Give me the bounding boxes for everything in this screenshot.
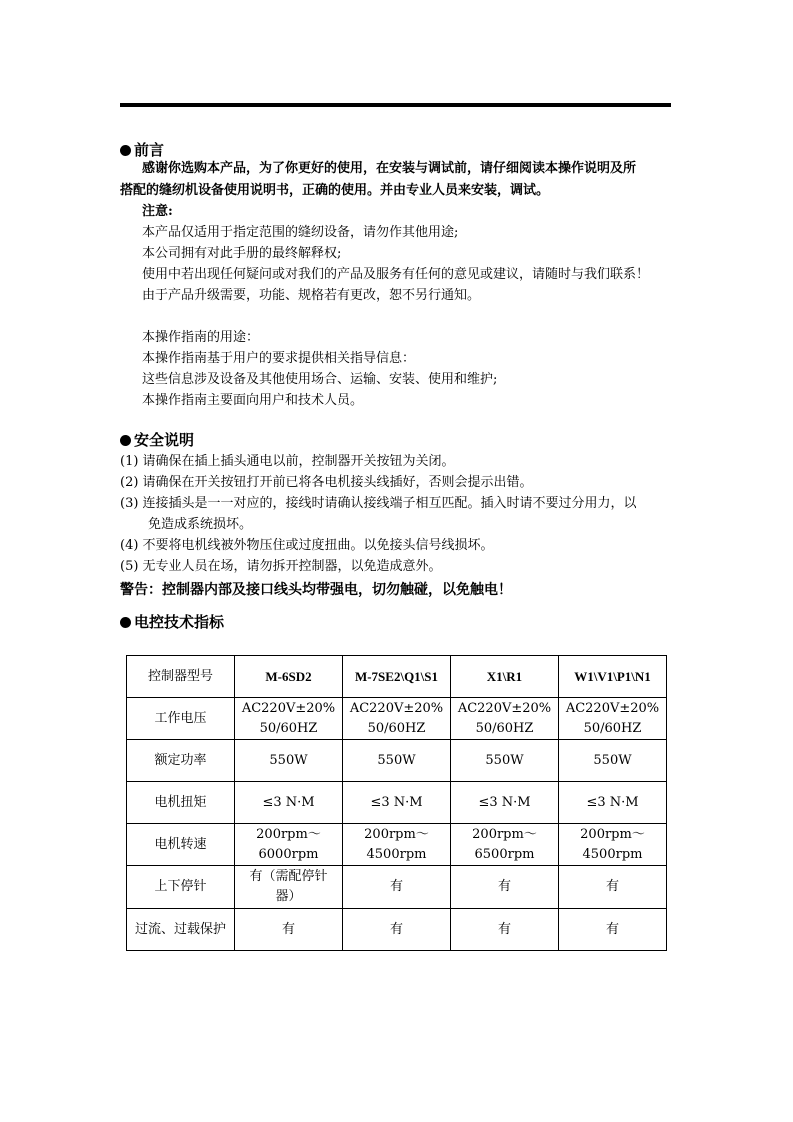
spec-cell	[235, 909, 343, 951]
spec-cell-line: 有	[497, 879, 511, 894]
spec-cell-line: 200rpm～	[472, 826, 537, 842]
note-2: 本公司拥有对此手册的最终解释权;	[142, 246, 342, 261]
spec-row	[127, 909, 667, 951]
spec-cell	[343, 782, 451, 824]
spec-table	[126, 655, 667, 951]
preface-intro-line2: 搭配的缝纫机设备使用说明书，正确的使用。并由专业人员来安装，调试。	[120, 183, 550, 198]
spec-cell	[559, 698, 667, 740]
spec-cell-line: 550W	[485, 752, 524, 768]
spec-cell-line: 200rpm～	[256, 826, 321, 842]
safety-item-3: (3) 连接插头是一一对应的，接线时请确认接线端子相互匹配。插入时请不要过分用力，以	[120, 496, 637, 511]
bullet-icon	[120, 145, 131, 156]
notice-label: 注意:	[142, 204, 173, 219]
spec-cell	[235, 740, 343, 782]
spec-cell	[343, 824, 451, 866]
safety-heading: 安全说明	[120, 430, 194, 450]
spec-cell-line: 50/60HZ	[583, 720, 642, 736]
spec-cell	[235, 866, 343, 909]
spec-cell-line: AC220V±20%	[241, 700, 336, 716]
safety-warning: 警告：控制器内部及接口线头均带强电，切勿触碰，以免触电！	[120, 582, 512, 598]
spec-cell-line: AC220V±20%	[457, 700, 552, 716]
spec-cell-line: 50/60HZ	[367, 720, 426, 736]
spec-row	[127, 698, 667, 740]
spec-cell	[343, 909, 451, 951]
preface-intro-line1: 感谢你选购本产品，为了你更好的使用，在安装与调试前，请仔细阅读本操作说明及所	[142, 161, 637, 176]
bullet-icon	[120, 617, 131, 628]
spec-cell-line: 550W	[593, 752, 632, 768]
spec-row	[127, 740, 667, 782]
purpose-4: 本操作指南主要面向用户和技术人员。	[142, 393, 364, 408]
spec-cell	[559, 824, 667, 866]
safety-item-2: (2) 请确保在开关按钮打开前已将各电机接头线插好，否则会提示出错。	[120, 475, 533, 490]
spec-cell	[235, 824, 343, 866]
spec-cell	[559, 782, 667, 824]
spec-cell-line: 有	[389, 879, 403, 894]
safety-item-3-cont: 免造成系统损坏。	[148, 517, 253, 532]
spec-cell-line: 50/60HZ	[475, 720, 534, 736]
spec-header-model: X1\R1	[451, 656, 559, 698]
safety-item-1: (1) 请确保在插上插头通电以前，控制器开关按钮为关闭。	[120, 454, 455, 469]
header-rule	[120, 103, 671, 107]
spec-cell-line: 6000rpm	[258, 846, 319, 862]
spec-cell-line: 50/60HZ	[259, 720, 318, 736]
spec-cell-line: ≤3 N·M	[262, 794, 315, 810]
spec-header-label: 控制器型号	[127, 656, 235, 698]
spec-header-model: W1\V1\P1\N1	[559, 656, 667, 698]
specs-heading: 电控技术指标	[120, 612, 224, 632]
spec-cell-line: 有（需配停针	[249, 869, 328, 884]
spec-cell-line: ≤3 N·M	[370, 794, 423, 810]
spec-cell-line: 有	[605, 879, 619, 894]
spec-cell	[451, 698, 559, 740]
spec-cell-line: 6500rpm	[474, 846, 535, 862]
purpose-1: 本操作指南的用途：	[142, 330, 260, 345]
purpose-3: 这些信息涉及设备及其他使用场合、运输、安装、使用和维护;	[142, 372, 498, 387]
spec-cell	[451, 909, 559, 951]
spec-cell-line: 200rpm～	[364, 826, 429, 842]
safety-item-5: (5) 无专业人员在场，请勿拆开控制器，以免造成意外。	[120, 559, 442, 574]
spec-cell	[559, 866, 667, 909]
spec-cell-line: AC220V±20%	[349, 700, 444, 716]
spec-row-label: 电机转速	[127, 824, 235, 866]
spec-cell-line: 有	[605, 921, 619, 937]
spec-cell	[451, 866, 559, 909]
note-3: 使用中若出现任何疑问或对我们的产品及服务有任何的意见或建议，请随时与我们联系！	[142, 267, 650, 282]
spec-cell-line: 4500rpm	[366, 846, 427, 862]
spec-row-label: 工作电压	[127, 698, 235, 740]
spec-row-label: 过流、过载保护	[127, 909, 235, 951]
spec-cell	[343, 698, 451, 740]
spec-cell-line: 器）	[275, 889, 302, 904]
safety-item-4: (4) 不要将电机线被外物压住或过度扭曲。以免接头信号线损坏。	[120, 538, 494, 553]
spec-cell-line: 550W	[269, 752, 308, 768]
spec-cell	[343, 740, 451, 782]
spec-cell	[559, 909, 667, 951]
spec-cell-line: 550W	[377, 752, 416, 768]
spec-header-model: M-7SE2\Q1\S1	[343, 656, 451, 698]
spec-cell	[559, 740, 667, 782]
purpose-2: 本操作指南基于用户的要求提供相关指导信息：	[142, 351, 416, 366]
spec-header-row	[127, 656, 667, 698]
spec-cell	[451, 824, 559, 866]
spec-row	[127, 866, 667, 909]
spec-cell-line: 有	[281, 921, 295, 937]
spec-cell-line: ≤3 N·M	[586, 794, 639, 810]
spec-row-label: 额定功率	[127, 740, 235, 782]
spec-row	[127, 782, 667, 824]
spec-cell-line: 有	[389, 921, 403, 937]
spec-cell	[235, 698, 343, 740]
spec-cell-line: 有	[497, 921, 511, 937]
spec-row	[127, 824, 667, 866]
bullet-icon	[120, 435, 131, 446]
note-1: 本产品仅适用于指定范围的缝纫设备，请勿作其他用途;	[142, 225, 459, 240]
spec-cell	[235, 782, 343, 824]
spec-header-model: M-6SD2	[235, 656, 343, 698]
preface-heading: 前言	[120, 140, 164, 160]
spec-cell-line: 200rpm～	[580, 826, 645, 842]
spec-row-label: 上下停针	[127, 866, 235, 909]
spec-cell	[343, 866, 451, 909]
spec-cell-line: AC220V±20%	[565, 700, 660, 716]
note-4: 由于产品升级需要，功能、规格若有更改，恕不另行通知。	[142, 288, 481, 303]
spec-row-label: 电机扭矩	[127, 782, 235, 824]
spec-cell-line: 4500rpm	[582, 846, 643, 862]
spec-cell	[451, 740, 559, 782]
spec-cell-line: ≤3 N·M	[478, 794, 531, 810]
spec-cell	[451, 782, 559, 824]
